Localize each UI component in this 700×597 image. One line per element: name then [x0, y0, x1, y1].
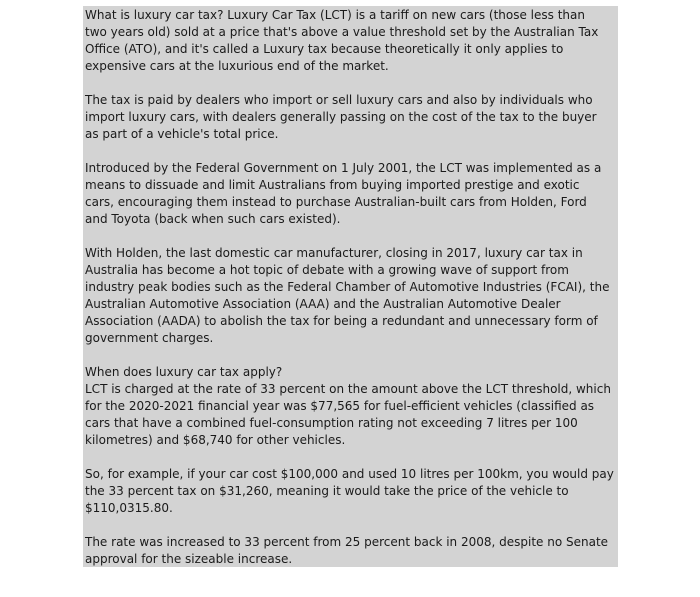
text-line: expensive cars at the luxurious end of the market.	[85, 59, 389, 73]
text-line: and Toyota (back when such cars existed).	[85, 212, 341, 226]
text-line: approval for the sizeable increase.	[85, 552, 293, 566]
paragraph-intro	[85, 7, 618, 75]
text-line: LCT is charged at the rate of 33 percent on the amount above the LCT threshold, which	[85, 382, 611, 396]
section-heading: When does luxury car tax apply?	[85, 365, 283, 379]
text-line: cars that have a combined fuel-consumption rating not exceeding 7 litres per 100	[85, 416, 578, 430]
text-line: Office (ATO), and it's called a Luxury tax because theoretically it only applies to	[85, 42, 564, 56]
text-line: industry peak bodies such as the Federal Chamber of Automotive Industries (FCAI), the	[85, 280, 610, 294]
text-line: for the 2020-2021 financial year was $77,565 for fuel-efficient vehicles (classified as	[85, 399, 595, 413]
text-line: two years old) sold at a price that's above a value threshold set by the Australian Tax	[85, 25, 599, 39]
text-line: the 33 percent tax on $31,260, meaning it would take the price of the vehicle to	[85, 484, 569, 498]
text-line: Introduced by the Federal Government on 1 July 2001, the LCT was implemented as a	[85, 161, 602, 175]
article-text-block	[83, 6, 618, 567]
paragraph-holden	[85, 245, 618, 347]
text-line: Australia has become a hot topic of debate with a growing wave of support from	[85, 263, 569, 277]
text-line: The rate was increased to 33 percent from 25 percent back in 2008, despite no Senate	[85, 535, 609, 549]
text-line: as part of a vehicle's total price.	[85, 127, 279, 141]
text-line: government charges.	[85, 331, 214, 345]
text-line: The tax is paid by dealers who import or sell luxury cars and also by individuals who	[85, 93, 593, 107]
text-line: With Holden, the last domestic car manufacturer, closing in 2017, luxury car tax in	[85, 246, 583, 260]
text-line: Australian Automotive Association (AAA) and the Australian Automotive Dealer	[85, 297, 561, 311]
text-line: So, for example, if your car cost $100,000 and used 10 litres per 100km, you would pay	[85, 467, 614, 481]
text-line: $110,0315.80.	[85, 501, 173, 515]
text-line: cars, encouraging them instead to purchase Australian-built cars from Holden, Ford	[85, 195, 587, 209]
text-line: means to dissuade and limit Australians from buying imported prestige and exotic	[85, 178, 580, 192]
paragraph-introduced	[85, 160, 618, 228]
text-line: import luxury cars, with dealers generally passing on the cost of the tax to the buyer	[85, 110, 597, 124]
text-line: What is luxury car tax? Luxury Car Tax (LCT) is a tariff on new cars (those less than	[85, 8, 585, 22]
paragraph-rate-increase	[85, 534, 618, 568]
paragraph-when-apply	[85, 364, 618, 449]
text-line: Association (AADA) to abolish the tax for being a redundant and unnecessary form of	[85, 314, 598, 328]
paragraph-example	[85, 466, 618, 517]
text-line: kilometres) and $68,740 for other vehicles.	[85, 433, 346, 447]
paragraph-who-pays	[85, 92, 618, 143]
